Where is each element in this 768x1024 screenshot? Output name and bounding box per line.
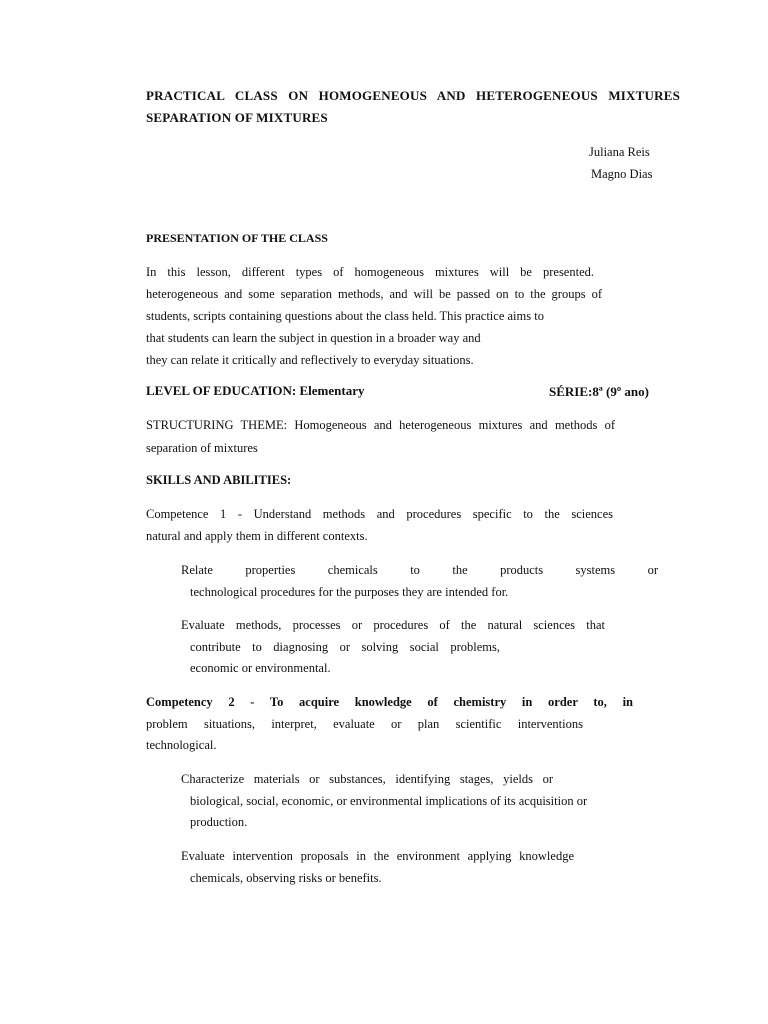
document-title-line-2: SEPARATION OF MIXTURES [146, 110, 328, 125]
paragraph-line: that students can learn the subject in question in a broader way and [146, 331, 481, 345]
paragraph-line: they can relate it critically and reflectively to everyday situations. [146, 353, 474, 367]
bullet-line: economic or environmental. [190, 661, 331, 675]
bullet-line: Evaluate methods, processes or procedures of the natural sciences that [181, 618, 605, 632]
structuring-theme-line-2: separation of mixtures [146, 441, 258, 455]
bullet-line: biological, social, economic, or environmental implications of its acquisition or [190, 794, 588, 808]
bullet-line: chemicals, observing risks or benefits. [190, 871, 382, 885]
paragraph-line: heterogeneous and some separation methods, and will be passed on to the groups of [146, 287, 602, 301]
bullet-line: Relate properties chemicals to the products systems or [181, 563, 658, 577]
bullet-line: production. [190, 815, 248, 829]
bullet-line: technological procedures for the purposes they are intended for. [190, 585, 509, 599]
paragraph-line: students, scripts containing questions about the class held. This practice aims to [146, 309, 544, 323]
paragraph-line: In this lesson, different types of homogeneous mixtures will be presented. [146, 265, 594, 279]
competence-2-line-3: technological. [146, 738, 217, 752]
author-name: Magno Dias [591, 167, 653, 181]
bullet-line: contribute to diagnosing or solving social problems, [190, 640, 500, 654]
competence-1-line-2: natural and apply them in different contexts. [146, 529, 368, 543]
competence-2-line-2: problem situations, interpret, evaluate or plan scientific interventions [146, 717, 583, 731]
competence-2-line-1: Competency 2 - To acquire knowledge of chemistry in order to, in [146, 695, 633, 709]
section-heading-presentation: PRESENTATION OF THE CLASS [146, 231, 328, 245]
section-heading-skills: SKILLS AND ABILITIES: [146, 473, 292, 487]
competence-1-line-1: Competence 1 - Understand methods and procedures specific to the sciences [146, 507, 613, 521]
education-level: LEVEL OF EDUCATION: Elementary [146, 383, 365, 398]
serie-label: SÉRIE:8ª (9º ano) [549, 384, 649, 399]
bullet-line: Characterize materials or substances, identifying stages, yields or [181, 772, 553, 786]
document-title-line-1: PRACTICAL CLASS ON HOMOGENEOUS AND HETEROGENEOUS MIXTURES [146, 88, 680, 103]
bullet-line: Evaluate intervention proposals in the environment applying knowledge [181, 849, 574, 863]
author-name: Juliana Reis [589, 145, 650, 159]
structuring-theme-line-1: STRUCTURING THEME: Homogeneous and heterogeneous mixtures and methods of [146, 418, 615, 432]
